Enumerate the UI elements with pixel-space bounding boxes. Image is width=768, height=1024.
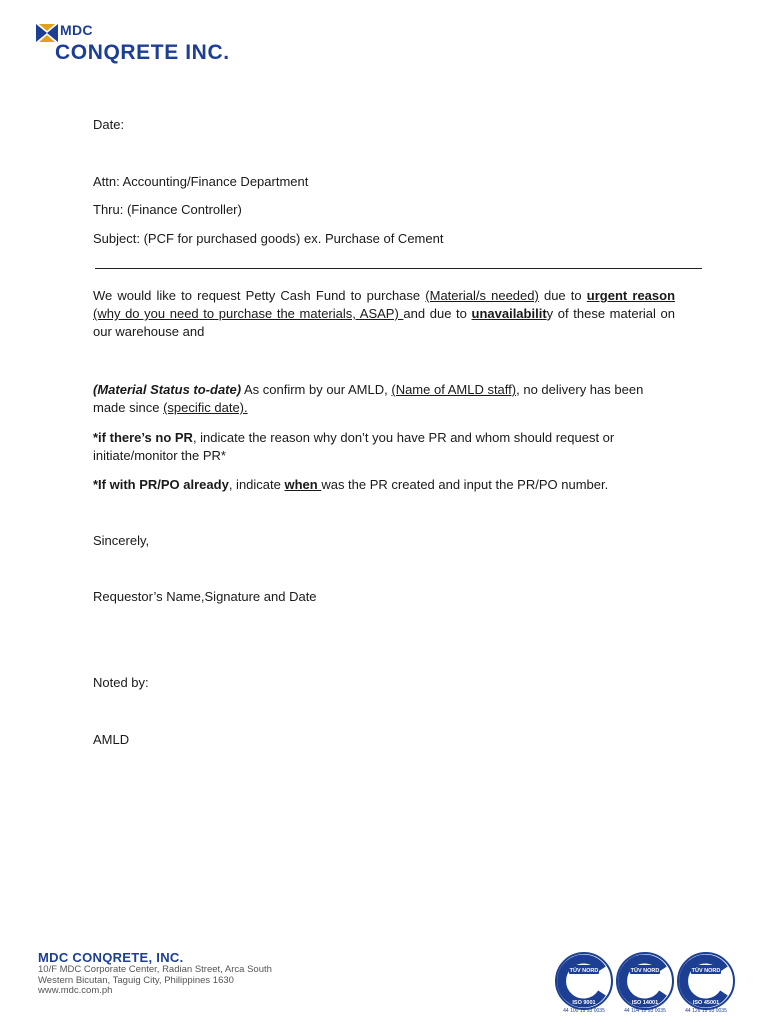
with-pr-bold-text: *If with PR/PO already (93, 477, 229, 492)
p4-text-2: was the PR created and input the PR/PO number. (321, 477, 609, 492)
svg-text:ISO 9001: ISO 9001 (572, 1000, 596, 1006)
urgent-reason-text: urgent reason (586, 288, 676, 303)
p2-text-1: As confirm by our AMLD, (241, 382, 392, 397)
cert-number: 44 126 19 93 0035 (685, 1008, 727, 1014)
unavailability-text: unavailabilit (471, 306, 547, 321)
p1-text-5: y of these material on our warehouse and (93, 306, 675, 339)
specific-date-placeholder: (specific date). (163, 400, 248, 415)
with-pr-paragraph (93, 476, 675, 494)
p2-text-2: , no delivery has been made since (93, 382, 644, 415)
p4-text-1: , indicate (228, 477, 285, 492)
date-label: Date: (93, 117, 125, 132)
material-status-text: (Material Status to-date) (93, 382, 242, 397)
iso-45001-seal (677, 952, 735, 1018)
request-paragraph (93, 287, 675, 341)
thru-line: Thru: (Finance Controller) (93, 202, 242, 217)
subject-line: Subject: (PCF for purchased goods) ex. Purchase of Cement (93, 231, 444, 246)
svg-text:ISO 14001: ISO 14001 (631, 1000, 659, 1006)
p1-text-2: due to (538, 288, 587, 303)
logo-company-name: CONQRETE INC. (55, 41, 230, 64)
p3-text-1: , indicate the reason why don’t you have PR and whom should request or initiate/monitor the PR* (93, 430, 615, 463)
mdc-emblem-icon (36, 24, 58, 42)
separator-line (95, 268, 702, 269)
svg-text:TÜV NORD: TÜV NORD (569, 968, 599, 974)
material-placeholder: (Material/s needed) (425, 288, 539, 303)
no-pr-bold-text: *if there’s no PR (93, 430, 193, 445)
why-placeholder: (why do you need to purchase the materials, ASAP) (93, 306, 404, 321)
svg-text:TÜV NORD: TÜV NORD (691, 968, 721, 974)
iso-14001-seal (616, 952, 674, 1018)
svg-text:ISO 45001: ISO 45001 (692, 1000, 720, 1006)
p1-text-1: We would like to request Petty Cash Fund to purchase (93, 288, 426, 303)
footer-address (38, 965, 272, 997)
sincerely-line: Sincerely, (93, 533, 150, 548)
p1-text-4: and due to (403, 306, 472, 321)
noted-by-line: Noted by: (93, 675, 149, 690)
tuv-seal-icon (616, 952, 674, 1010)
amld-line: AMLD (93, 732, 130, 747)
no-pr-paragraph (93, 429, 675, 465)
attn-line: Attn: Accounting/Finance Department (93, 174, 309, 189)
svg-text:TÜV NORD: TÜV NORD (630, 968, 660, 974)
tuv-seal-icon (555, 952, 613, 1010)
footer-address-line-1: 10/F MDC Corporate Center, Radian Street, Arca South (38, 964, 272, 975)
footer-website: www.mdc.com.ph (38, 985, 113, 996)
amld-staff-placeholder: (Name of AMLD staff) (391, 382, 517, 397)
company-logo (36, 22, 276, 68)
logo-mdc-text: MDC (60, 22, 93, 38)
footer-address-line-2: Western Bicutan, Taguig City, Philippines 1630 (38, 974, 234, 986)
iso-9001-seal (555, 952, 613, 1018)
when-text: when (284, 477, 322, 492)
tuv-seal-icon (677, 952, 735, 1010)
requestor-line: Requestor’s Name,Signature and Date (93, 589, 317, 604)
footer-company-name: MDC CONQRETE, INC. (38, 950, 184, 965)
cert-number: 44 104 19 93 0035 (624, 1008, 666, 1014)
cert-number: 44 100 19 93 0035 (563, 1008, 605, 1014)
status-paragraph (93, 381, 675, 417)
